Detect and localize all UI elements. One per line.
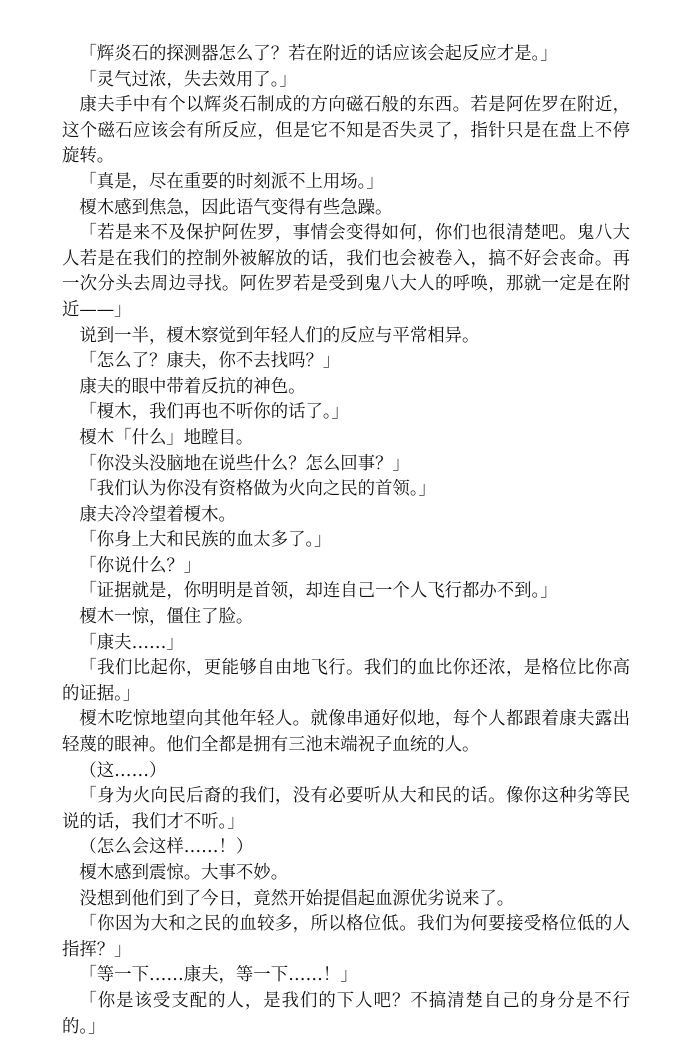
paragraph: （怎么会这样……！） — [79, 837, 254, 858]
paragraph: （这……） — [79, 760, 167, 781]
paragraph: 「你因为大和之民的血较多，所以格位低。我们为何要接受格位低的人指挥？」 — [62, 914, 630, 960]
paragraph: 榎木一惊，僵住了脸。 — [79, 607, 254, 628]
paragraph: 榎木感到震惊。大事不妙。 — [79, 863, 289, 883]
paragraph: 说到一半，榎木察觉到年轻人们的反应与平常相异。 — [79, 325, 480, 346]
paragraph: 「我们比起你，更能够自由地飞行。我们的血比你还浓，是格位比你高的证据。」 — [62, 658, 630, 704]
paragraph: 「你身上大和民族的血太多了。」 — [79, 530, 332, 551]
paragraph: 「你是该受支配的人，是我们的下人吧？不搞清楚自己的身分是不行的。」 — [62, 990, 630, 1037]
paragraph: 榎木吃惊地望向其他年轻人。就像串通好似地，每个人都跟着康夫露出轻蔑的眼神。他们全都是拥有三池末端祝子血统的人。 — [62, 709, 630, 756]
paragraph: 榎木「什么」地瞠目。 — [79, 427, 254, 448]
paragraph: 「你说什么？」 — [79, 555, 202, 576]
paragraph: 「灵气过浓，失去效用了。」 — [79, 69, 297, 90]
paragraph: 「我们认为你没有资格做为火向之民的首领。」 — [79, 479, 436, 500]
novel-page-text — [62, 42, 630, 1040]
paragraph: 「怎么了？康夫，你不去找吗？」 — [79, 351, 341, 372]
paragraph: 「身为火向民后裔的我们，没有必要听从大和民的话。像你这种劣等民说的话，我们才不听。」 — [62, 786, 630, 832]
paragraph: 「证据就是，你明明是首领，却连自己一个人飞行都办不到。」 — [79, 581, 558, 602]
paragraph: 康夫冷冷望着榎木。 — [79, 504, 236, 525]
paragraph: 没想到他们到了今日，竟然开始提倡起血源优劣说来了。 — [79, 888, 515, 909]
paragraph: 「若是来不及保护阿佐罗，事情会变得如何，你们也很清楚吧。鬼八大人若是在我们的控制外被解放的话，我们也会被卷入，搞不好会丧命。再一次分头去周边寻找。阿佐罗若是受到鬼八大人的呼唤，那就一定是在附近——」 — [62, 223, 630, 320]
paragraph: 「真是，尽在重要的时刻派不上用场。」 — [79, 171, 384, 192]
paragraph: 「等一下……康夫，等一下……！」 — [79, 965, 358, 986]
paragraph: 「榎木，我们再也不听你的话了。」 — [79, 402, 349, 423]
paragraph: 康夫手中有个以辉炎石制成的方向磁石般的东西。若是阿佐罗在附近，这个磁石应该会有所反应，但是它不知是否失灵了，指针只是在盘上不停旋转。 — [62, 95, 630, 167]
paragraph: 「辉炎石的探测器怎么了？若在附近的话应该会起反应才是。」 — [79, 44, 558, 64]
paragraph: 榎木感到焦急，因此语气变得有些急躁。 — [79, 197, 393, 218]
paragraph: 康夫的眼中带着反抗的神色。 — [79, 376, 306, 397]
paragraph: 「康夫……」 — [79, 632, 184, 653]
paragraph: 「你没头没脑地在说些什么？怎么回事？」 — [79, 453, 410, 474]
